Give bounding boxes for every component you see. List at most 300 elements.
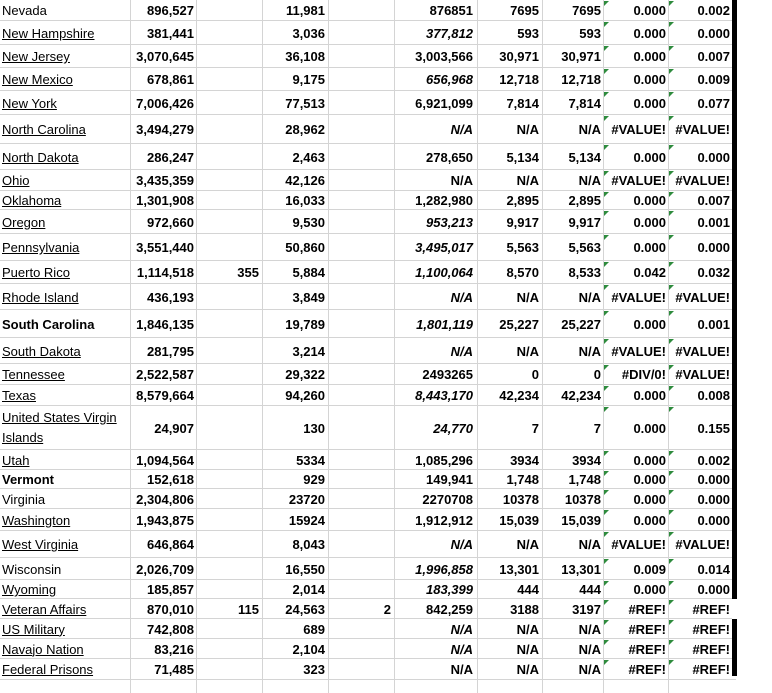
- data-cell[interactable]: [197, 45, 262, 68]
- data-cell[interactable]: 0.001: [697, 316, 730, 332]
- jurisdiction-name-cell[interactable]: [2, 659, 130, 680]
- data-cell[interactable]: N/A: [516, 641, 539, 657]
- data-cell[interactable]: [329, 558, 394, 580]
- data-cell[interactable]: 8,443,170: [415, 388, 473, 403]
- jurisdiction-name-cell[interactable]: [2, 619, 130, 639]
- data-cell[interactable]: 444: [579, 582, 601, 597]
- data-cell[interactable]: 7695: [510, 3, 539, 18]
- data-cell[interactable]: [329, 489, 394, 509]
- data-cell[interactable]: 30,971: [499, 49, 539, 64]
- data-cell[interactable]: N/A: [578, 173, 601, 188]
- data-cell[interactable]: [197, 659, 262, 680]
- jurisdiction-name-cell[interactable]: [2, 406, 130, 450]
- data-cell[interactable]: [329, 91, 394, 115]
- data-cell[interactable]: [329, 364, 394, 385]
- data-cell[interactable]: [329, 450, 394, 470]
- data-cell[interactable]: N/A: [578, 641, 601, 657]
- data-cell[interactable]: 0.000: [633, 316, 666, 332]
- data-cell[interactable]: N/A: [516, 343, 539, 359]
- data-cell[interactable]: 94,260: [285, 388, 325, 403]
- data-cell[interactable]: 1,846,135: [136, 316, 194, 332]
- data-cell[interactable]: 3,214: [292, 343, 325, 359]
- data-cell[interactable]: 3188: [510, 601, 539, 617]
- jurisdiction-name-cell[interactable]: [2, 338, 130, 364]
- data-cell[interactable]: [197, 21, 262, 45]
- jurisdiction-link[interactable]: New Mexico: [2, 72, 73, 87]
- data-cell[interactable]: 0: [531, 367, 539, 382]
- data-cell[interactable]: 7695: [572, 3, 601, 18]
- data-cell[interactable]: 1,801,119: [416, 316, 473, 332]
- data-cell[interactable]: [197, 210, 262, 234]
- data-cell[interactable]: 656,968: [426, 72, 473, 87]
- data-cell[interactable]: 2270708: [422, 491, 473, 507]
- data-cell[interactable]: 0.000: [697, 240, 730, 255]
- data-cell[interactable]: N/A: [516, 173, 539, 188]
- data-cell[interactable]: 377,812: [426, 25, 473, 41]
- data-cell[interactable]: 5,563: [568, 240, 601, 255]
- data-cell[interactable]: #REF!: [692, 601, 730, 617]
- data-cell[interactable]: 0.008: [697, 388, 730, 403]
- data-cell[interactable]: 3,003,566: [415, 49, 473, 64]
- data-cell[interactable]: 5334: [296, 452, 325, 468]
- data-cell[interactable]: 0.000: [633, 193, 666, 208]
- data-cell[interactable]: 8,570: [506, 265, 539, 280]
- data-cell[interactable]: 742,808: [147, 621, 194, 637]
- data-cell[interactable]: [329, 470, 394, 489]
- data-cell[interactable]: 1,114,518: [136, 265, 194, 280]
- data-cell[interactable]: N/A: [450, 621, 473, 637]
- jurisdiction-link[interactable]: Wyoming: [2, 582, 57, 597]
- data-cell[interactable]: 0.000: [633, 25, 666, 41]
- data-cell[interactable]: 0.000: [633, 3, 666, 18]
- data-cell[interactable]: 2,026,709: [136, 561, 194, 577]
- jurisdiction-link[interactable]: Tennessee: [2, 367, 65, 382]
- data-cell[interactable]: 3934: [510, 452, 539, 468]
- data-cell[interactable]: 646,864: [147, 537, 194, 552]
- data-cell[interactable]: 972,660: [147, 214, 194, 230]
- data-cell[interactable]: 1,943,875: [136, 512, 194, 528]
- data-cell[interactable]: 12,718: [561, 72, 601, 87]
- data-cell[interactable]: 0.007: [697, 49, 730, 64]
- jurisdiction-name-cell[interactable]: [2, 191, 130, 210]
- data-cell[interactable]: #REF!: [692, 662, 730, 677]
- data-cell[interactable]: 281,795: [147, 343, 194, 359]
- data-cell[interactable]: 953,213: [426, 214, 473, 230]
- data-cell[interactable]: N/A: [516, 621, 539, 637]
- data-cell[interactable]: 678,861: [147, 72, 194, 87]
- data-cell[interactable]: 0.042: [633, 265, 666, 280]
- data-cell[interactable]: 0.000: [633, 240, 666, 255]
- data-cell[interactable]: 13,301: [499, 561, 539, 577]
- data-cell[interactable]: 7: [531, 420, 539, 436]
- data-cell[interactable]: [197, 558, 262, 580]
- data-cell[interactable]: 0.155: [697, 420, 730, 436]
- data-cell[interactable]: 1,094,564: [136, 452, 194, 468]
- jurisdiction-link[interactable]: Puerto Rico: [2, 265, 70, 280]
- data-cell[interactable]: 1,301,908: [136, 193, 194, 208]
- jurisdiction-name-cell[interactable]: [2, 284, 130, 310]
- jurisdiction-name-cell[interactable]: [2, 385, 130, 406]
- data-cell[interactable]: 436,193: [147, 289, 194, 305]
- data-cell[interactable]: 2,304,806: [136, 491, 194, 507]
- data-cell[interactable]: [329, 619, 394, 639]
- data-cell[interactable]: [329, 21, 394, 45]
- data-cell[interactable]: #VALUE!: [675, 367, 730, 382]
- data-cell[interactable]: N/A: [578, 289, 601, 305]
- data-cell[interactable]: 1,912,912: [415, 512, 473, 528]
- data-cell[interactable]: 0.000: [633, 512, 666, 528]
- data-cell[interactable]: 23720: [288, 491, 325, 507]
- data-cell[interactable]: 3,849: [292, 289, 325, 305]
- data-cell[interactable]: 11,981: [285, 3, 325, 18]
- data-cell[interactable]: 870,010: [147, 601, 194, 617]
- data-cell[interactable]: [329, 210, 394, 234]
- data-cell[interactable]: 0.000: [697, 512, 730, 528]
- data-cell[interactable]: 3,435,359: [136, 173, 194, 188]
- jurisdiction-name-cell[interactable]: [2, 210, 130, 234]
- data-cell[interactable]: [329, 406, 394, 450]
- data-cell[interactable]: #VALUE!: [675, 173, 730, 188]
- data-cell[interactable]: 876851: [429, 3, 473, 18]
- jurisdiction-name-cell[interactable]: [2, 170, 130, 191]
- data-cell[interactable]: 42,234: [499, 388, 539, 403]
- data-cell[interactable]: [197, 406, 262, 450]
- data-cell[interactable]: 7,006,426: [136, 95, 194, 111]
- data-cell[interactable]: [329, 509, 394, 531]
- data-cell[interactable]: 0.000: [633, 452, 666, 468]
- data-cell[interactable]: [329, 115, 394, 144]
- data-cell[interactable]: 24,907: [154, 420, 194, 436]
- data-cell[interactable]: N/A: [450, 641, 473, 657]
- data-cell[interactable]: 42,234: [561, 388, 601, 403]
- data-cell[interactable]: 15924: [288, 512, 325, 528]
- data-cell[interactable]: 24,770: [433, 420, 473, 436]
- data-cell[interactable]: N/A: [450, 289, 473, 305]
- data-cell[interactable]: 9,530: [292, 214, 325, 230]
- data-cell[interactable]: [197, 489, 262, 509]
- jurisdiction-link[interactable]: Washington: [2, 512, 71, 528]
- data-cell[interactable]: [329, 68, 394, 91]
- data-cell[interactable]: 0.000: [633, 582, 666, 597]
- jurisdiction-link[interactable]: Oklahoma: [2, 193, 62, 208]
- data-cell[interactable]: 15,039: [561, 512, 601, 528]
- jurisdiction-link[interactable]: Veteran Affairs: [2, 601, 87, 617]
- data-cell[interactable]: [329, 531, 394, 558]
- jurisdiction-name-cell[interactable]: [2, 45, 130, 68]
- data-cell[interactable]: 2,522,587: [136, 367, 194, 382]
- jurisdiction-name-cell[interactable]: [2, 580, 130, 599]
- data-cell[interactable]: [197, 91, 262, 115]
- data-cell[interactable]: 0.000: [633, 72, 666, 87]
- jurisdiction-name-cell[interactable]: [2, 531, 130, 558]
- data-cell[interactable]: 1,100,064: [415, 265, 473, 280]
- data-cell[interactable]: 12,718: [499, 72, 539, 87]
- data-cell[interactable]: 0.000: [633, 388, 666, 403]
- data-cell[interactable]: #VALUE!: [611, 343, 666, 359]
- data-cell[interactable]: 13,301: [561, 561, 601, 577]
- data-cell[interactable]: 593: [579, 25, 601, 41]
- data-cell[interactable]: #VALUE!: [611, 122, 666, 137]
- jurisdiction-name-cell[interactable]: [2, 261, 130, 284]
- jurisdiction-link[interactable]: New Jersey: [2, 49, 70, 64]
- data-cell[interactable]: 50,860: [285, 240, 325, 255]
- data-cell[interactable]: 130: [303, 420, 325, 436]
- data-cell[interactable]: 0.000: [633, 214, 666, 230]
- data-cell[interactable]: [329, 310, 394, 338]
- jurisdiction-link[interactable]: United States Virgin Islands: [2, 410, 117, 445]
- data-cell[interactable]: 842,259: [426, 601, 473, 617]
- data-cell[interactable]: 0.000: [633, 491, 666, 507]
- data-cell[interactable]: 929: [303, 472, 325, 487]
- data-cell[interactable]: 25,227: [561, 316, 601, 332]
- data-cell[interactable]: 2,895: [568, 193, 601, 208]
- data-cell[interactable]: 183,399: [426, 582, 473, 597]
- data-cell[interactable]: 0.007: [697, 193, 730, 208]
- data-cell[interactable]: #DIV/0!: [621, 367, 666, 382]
- data-cell[interactable]: [329, 234, 394, 261]
- data-cell[interactable]: [329, 144, 394, 170]
- data-cell[interactable]: [197, 639, 262, 659]
- data-cell[interactable]: [197, 170, 262, 191]
- data-cell[interactable]: [197, 364, 262, 385]
- data-cell[interactable]: 24,563: [285, 601, 325, 617]
- jurisdiction-name-cell[interactable]: [2, 450, 130, 470]
- data-cell[interactable]: 0.000: [633, 420, 666, 436]
- data-cell[interactable]: 1,996,858: [415, 561, 473, 577]
- data-cell[interactable]: N/A: [516, 289, 539, 305]
- data-cell[interactable]: 323: [303, 662, 325, 677]
- data-cell[interactable]: 3,070,645: [136, 49, 194, 64]
- jurisdiction-name-cell[interactable]: [2, 21, 130, 45]
- data-cell[interactable]: [329, 284, 394, 310]
- data-cell[interactable]: 381,441: [147, 25, 194, 41]
- jurisdiction-name-cell[interactable]: [2, 489, 130, 509]
- data-cell[interactable]: #VALUE!: [611, 173, 666, 188]
- data-cell[interactable]: 16,033: [285, 193, 325, 208]
- data-cell[interactable]: 286,247: [147, 149, 194, 165]
- data-cell[interactable]: N/A: [516, 662, 539, 677]
- data-cell[interactable]: [197, 115, 262, 144]
- data-cell[interactable]: 593: [517, 25, 539, 41]
- data-cell[interactable]: [197, 470, 262, 489]
- data-cell[interactable]: N/A: [516, 537, 539, 552]
- data-cell[interactable]: [197, 580, 262, 599]
- data-cell[interactable]: 5,134: [506, 149, 539, 165]
- data-cell[interactable]: 8,043: [292, 537, 325, 552]
- data-cell[interactable]: 0.000: [633, 149, 666, 165]
- jurisdiction-link[interactable]: Utah: [2, 452, 30, 468]
- data-cell[interactable]: 3,495,017: [415, 240, 473, 255]
- data-cell[interactable]: [329, 45, 394, 68]
- data-cell[interactable]: N/A: [578, 662, 601, 677]
- data-cell[interactable]: 2,104: [292, 641, 325, 657]
- jurisdiction-link[interactable]: South Dakota: [2, 343, 81, 359]
- data-cell[interactable]: 30,971: [561, 49, 601, 64]
- data-cell[interactable]: #VALUE!: [611, 289, 666, 305]
- jurisdiction-name-cell[interactable]: [2, 144, 130, 170]
- data-cell[interactable]: 115: [238, 601, 259, 617]
- data-cell[interactable]: 5,134: [568, 149, 601, 165]
- jurisdiction-link[interactable]: Oregon: [2, 214, 46, 230]
- jurisdiction-link[interactable]: Federal Prisons: [2, 662, 94, 677]
- jurisdiction-link[interactable]: New York: [2, 95, 57, 111]
- data-cell[interactable]: 0.000: [633, 472, 666, 487]
- data-cell[interactable]: 5,884: [292, 265, 325, 280]
- jurisdiction-name-cell[interactable]: [2, 91, 130, 115]
- data-cell[interactable]: [329, 580, 394, 599]
- data-cell[interactable]: 7,814: [568, 95, 601, 111]
- data-cell[interactable]: 1,748: [506, 472, 539, 487]
- data-cell[interactable]: 896,527: [147, 3, 194, 18]
- data-cell[interactable]: 6,921,099: [415, 95, 473, 111]
- data-cell[interactable]: [197, 509, 262, 531]
- jurisdiction-link[interactable]: West Virginia: [2, 537, 79, 552]
- data-cell[interactable]: 0.001: [697, 214, 730, 230]
- data-cell[interactable]: 0.009: [697, 72, 730, 87]
- data-cell[interactable]: #REF!: [628, 641, 666, 657]
- data-cell[interactable]: 3934: [572, 452, 601, 468]
- data-cell[interactable]: #VALUE!: [611, 537, 666, 552]
- data-cell[interactable]: 0.009: [633, 561, 666, 577]
- data-cell[interactable]: #REF!: [628, 662, 666, 677]
- jurisdiction-link[interactable]: Rhode Island: [2, 289, 79, 305]
- data-cell[interactable]: N/A: [450, 343, 473, 359]
- data-cell[interactable]: 0.002: [697, 3, 730, 18]
- jurisdiction-link[interactable]: North Carolina: [2, 122, 86, 137]
- data-cell[interactable]: 36,108: [285, 49, 325, 64]
- data-cell[interactable]: 28,962: [285, 122, 325, 137]
- data-cell[interactable]: 149,941: [426, 472, 473, 487]
- data-cell[interactable]: 1,282,980: [415, 193, 473, 208]
- data-cell[interactable]: 0: [593, 367, 601, 382]
- data-cell[interactable]: 1,085,296: [415, 452, 473, 468]
- data-cell[interactable]: 5,563: [506, 240, 539, 255]
- data-cell[interactable]: [329, 659, 394, 680]
- jurisdiction-link[interactable]: Ohio: [2, 173, 30, 188]
- jurisdiction-link[interactable]: Navajo Nation: [2, 641, 84, 657]
- data-cell[interactable]: [329, 261, 394, 284]
- jurisdiction-link[interactable]: New Hampshire: [2, 25, 95, 41]
- data-cell[interactable]: [197, 450, 262, 470]
- data-cell[interactable]: 10378: [564, 491, 601, 507]
- data-cell[interactable]: 10378: [502, 491, 539, 507]
- data-cell[interactable]: N/A: [578, 537, 601, 552]
- data-cell[interactable]: 9,917: [568, 214, 601, 230]
- data-cell[interactable]: 42,126: [285, 173, 325, 188]
- data-cell[interactable]: 16,550: [285, 561, 325, 577]
- data-cell[interactable]: 185,857: [147, 582, 194, 597]
- data-cell[interactable]: [329, 0, 394, 21]
- data-cell[interactable]: 0.014: [697, 561, 730, 577]
- data-cell[interactable]: 8,579,664: [136, 388, 194, 403]
- data-cell[interactable]: 0.032: [697, 265, 730, 280]
- jurisdiction-name-cell[interactable]: [2, 0, 130, 21]
- data-cell[interactable]: 0.077: [697, 95, 730, 111]
- data-cell[interactable]: #VALUE!: [675, 537, 730, 552]
- data-cell[interactable]: 7: [593, 420, 601, 436]
- data-cell[interactable]: 0.000: [697, 491, 730, 507]
- data-cell[interactable]: 77,513: [285, 95, 325, 111]
- data-cell[interactable]: [197, 68, 262, 91]
- data-cell[interactable]: [329, 338, 394, 364]
- jurisdiction-name-cell[interactable]: [2, 599, 130, 619]
- data-cell[interactable]: 9,175: [292, 72, 325, 87]
- data-cell[interactable]: #REF!: [692, 641, 730, 657]
- jurisdiction-link[interactable]: Pennsylvania: [2, 240, 80, 255]
- data-cell[interactable]: 278,650: [426, 149, 473, 165]
- data-cell[interactable]: [197, 619, 262, 639]
- data-cell[interactable]: 2: [383, 601, 391, 617]
- data-cell[interactable]: 355: [237, 265, 259, 280]
- jurisdiction-name-cell[interactable]: [2, 364, 130, 385]
- data-cell[interactable]: 152,618: [147, 472, 194, 487]
- data-cell[interactable]: [329, 191, 394, 210]
- data-cell[interactable]: 7,814: [506, 95, 539, 111]
- data-cell[interactable]: #VALUE!: [675, 289, 730, 305]
- data-cell[interactable]: 0.000: [633, 95, 666, 111]
- data-cell[interactable]: 83,216: [154, 641, 194, 657]
- jurisdiction-link[interactable]: North Dakota: [2, 149, 79, 165]
- data-cell[interactable]: N/A: [578, 621, 601, 637]
- data-cell[interactable]: 19,789: [285, 316, 325, 332]
- data-cell[interactable]: 29,322: [285, 367, 325, 382]
- data-cell[interactable]: 8,533: [568, 265, 601, 280]
- data-cell[interactable]: 25,227: [499, 316, 539, 332]
- data-cell[interactable]: 0.000: [633, 49, 666, 64]
- data-cell[interactable]: #REF!: [692, 621, 730, 637]
- data-cell[interactable]: 0.000: [697, 582, 730, 597]
- data-cell[interactable]: 0.000: [697, 149, 730, 165]
- data-cell[interactable]: 3197: [572, 601, 601, 617]
- jurisdiction-name-cell[interactable]: [2, 310, 130, 338]
- data-cell[interactable]: 1,748: [568, 472, 601, 487]
- data-cell[interactable]: [197, 310, 262, 338]
- data-cell[interactable]: N/A: [450, 537, 473, 552]
- data-cell[interactable]: [197, 234, 262, 261]
- data-cell[interactable]: 2493265: [422, 367, 473, 382]
- data-cell[interactable]: N/A: [578, 343, 601, 359]
- jurisdiction-name-cell[interactable]: [2, 558, 130, 580]
- data-cell[interactable]: 444: [517, 582, 539, 597]
- data-cell[interactable]: [197, 191, 262, 210]
- data-cell[interactable]: N/A: [450, 173, 473, 188]
- data-cell[interactable]: [197, 385, 262, 406]
- jurisdiction-name-cell[interactable]: [2, 639, 130, 659]
- jurisdiction-name-cell[interactable]: [2, 234, 130, 261]
- jurisdiction-name-cell[interactable]: [2, 115, 130, 144]
- data-cell[interactable]: [197, 144, 262, 170]
- data-cell[interactable]: 71,485: [154, 662, 194, 677]
- data-cell[interactable]: #REF!: [628, 601, 666, 617]
- data-cell[interactable]: 3,551,440: [136, 240, 194, 255]
- data-cell[interactable]: [197, 284, 262, 310]
- data-cell[interactable]: 15,039: [499, 512, 539, 528]
- data-cell[interactable]: N/A: [450, 662, 473, 677]
- jurisdiction-link[interactable]: US Military: [2, 621, 65, 637]
- data-cell[interactable]: [329, 639, 394, 659]
- jurisdiction-name-cell[interactable]: [2, 470, 130, 489]
- data-cell[interactable]: 2,895: [506, 193, 539, 208]
- data-cell[interactable]: [329, 385, 394, 406]
- data-cell[interactable]: N/A: [450, 122, 473, 137]
- data-cell[interactable]: 9,917: [506, 214, 539, 230]
- data-cell[interactable]: [329, 170, 394, 191]
- data-cell[interactable]: 3,036: [292, 25, 325, 41]
- jurisdiction-name-cell[interactable]: [2, 68, 130, 91]
- data-cell[interactable]: 0.002: [697, 452, 730, 468]
- data-cell[interactable]: #REF!: [628, 621, 666, 637]
- data-cell[interactable]: 2,463: [292, 149, 325, 165]
